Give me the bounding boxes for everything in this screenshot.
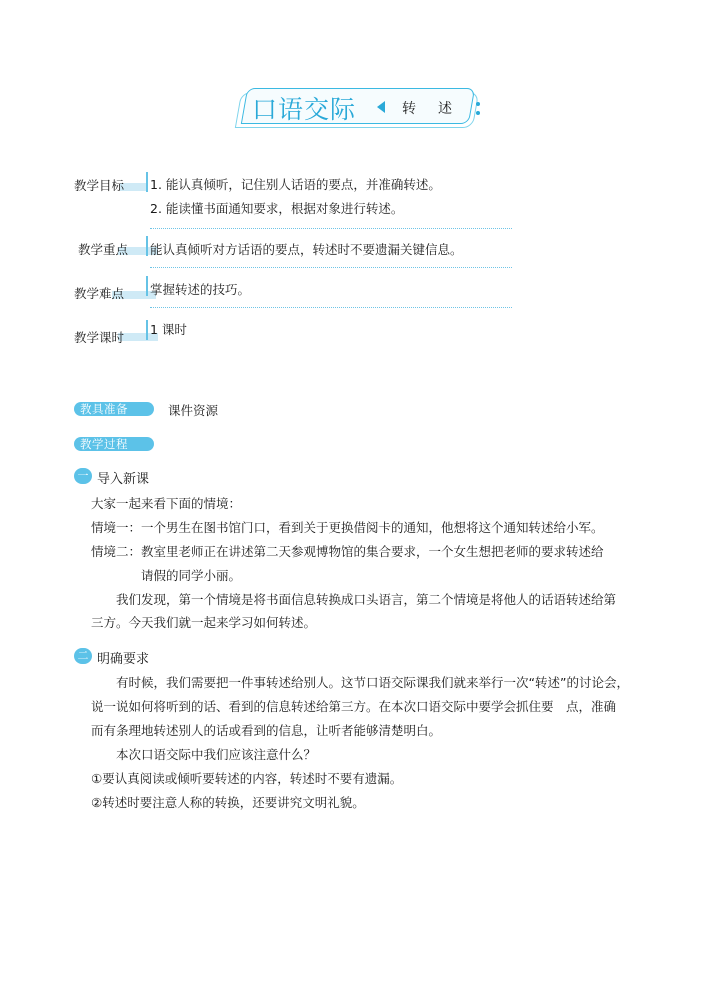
banner-subtitle: 转述 [402, 101, 474, 117]
dotted-separator [150, 228, 512, 229]
paragraph-line: 请假的同学小丽。 [141, 568, 242, 583]
colon-dots-icon [476, 102, 480, 120]
paragraph-line: ①要认真阅读或倾听要转述的内容，转述时不要有遗漏。 [91, 771, 403, 786]
paragraph-line: 情境二：教室里老师正在讲述第二天参观博物馆的集合要求，一个女生想把老师的要求转述给 [91, 544, 604, 559]
dotted-separator [150, 267, 512, 268]
paragraph-line: 我们发现，第一个情境是将书面信息转换成口头语言，第二个情境是将他人的话语转述给第 [116, 592, 617, 607]
paragraph-line: 有时候，我们需要把一件事转述给别人。这节口语交际课我们就来举行一次“转述”的讨论会， [116, 675, 629, 690]
paragraph-line: 三方。今天我们就一起来学习如何转述。 [91, 615, 317, 630]
section-badge-1: 一 [74, 468, 92, 484]
hours-text: 1 课时 [150, 322, 187, 337]
triangle-left-icon [377, 101, 385, 113]
divider-line [146, 320, 148, 340]
paragraph-line: 本次口语交际中我们应该注意什么？ [116, 747, 317, 762]
difficulty-label: 教学难点 [74, 286, 125, 301]
key-text: 能认真倾听对方话语的要点，转述时不要遗漏关键信息。 [150, 242, 463, 257]
section-badge-2: 二 [74, 648, 92, 664]
paragraph-line: 情境一：一个男生在图书馆门口，看到关于更换借阅卡的通知，他想将这个通知转述给小军。 [91, 520, 604, 535]
banner-title: 口语交际 [252, 95, 357, 124]
difficulty-text: 掌握转述的技巧。 [150, 282, 251, 297]
paragraph-line: 说一说如何将听到的话、看到的信息转述给第三方。在本次口语交际中要学会抓住要 点，准确 [91, 699, 617, 714]
goal-item-2: 2. 能读懂书面通知要求，根据对象进行转述。 [150, 201, 404, 216]
prep-pill: 教具准备 [74, 402, 154, 416]
key-label: 教学重点 [78, 242, 129, 257]
goal-label: 教学目标 [74, 178, 125, 193]
paragraph-line: ②转述时要注意人称的转换，还要讲究文明礼貌。 [91, 795, 365, 810]
title-banner [238, 88, 474, 128]
goal-item-1: 1. 能认真倾听，记住别人话语的要点，并准确转述。 [150, 177, 441, 192]
divider-line [146, 236, 148, 256]
hours-label: 教学课时 [74, 330, 125, 345]
section-title-2: 明确要求 [97, 652, 150, 667]
paragraph-line: 大家一起来看下面的情境： [91, 496, 242, 511]
dotted-separator [150, 307, 512, 308]
divider-line [146, 172, 148, 192]
divider-line [146, 276, 148, 296]
prep-text: 课件资源 [168, 403, 219, 418]
process-pill: 教学过程 [74, 437, 154, 451]
paragraph-line: 而有条理地转述别人的话或看到的信息，让听者能够清楚明白。 [91, 723, 442, 738]
section-title-1: 导入新课 [97, 472, 150, 487]
